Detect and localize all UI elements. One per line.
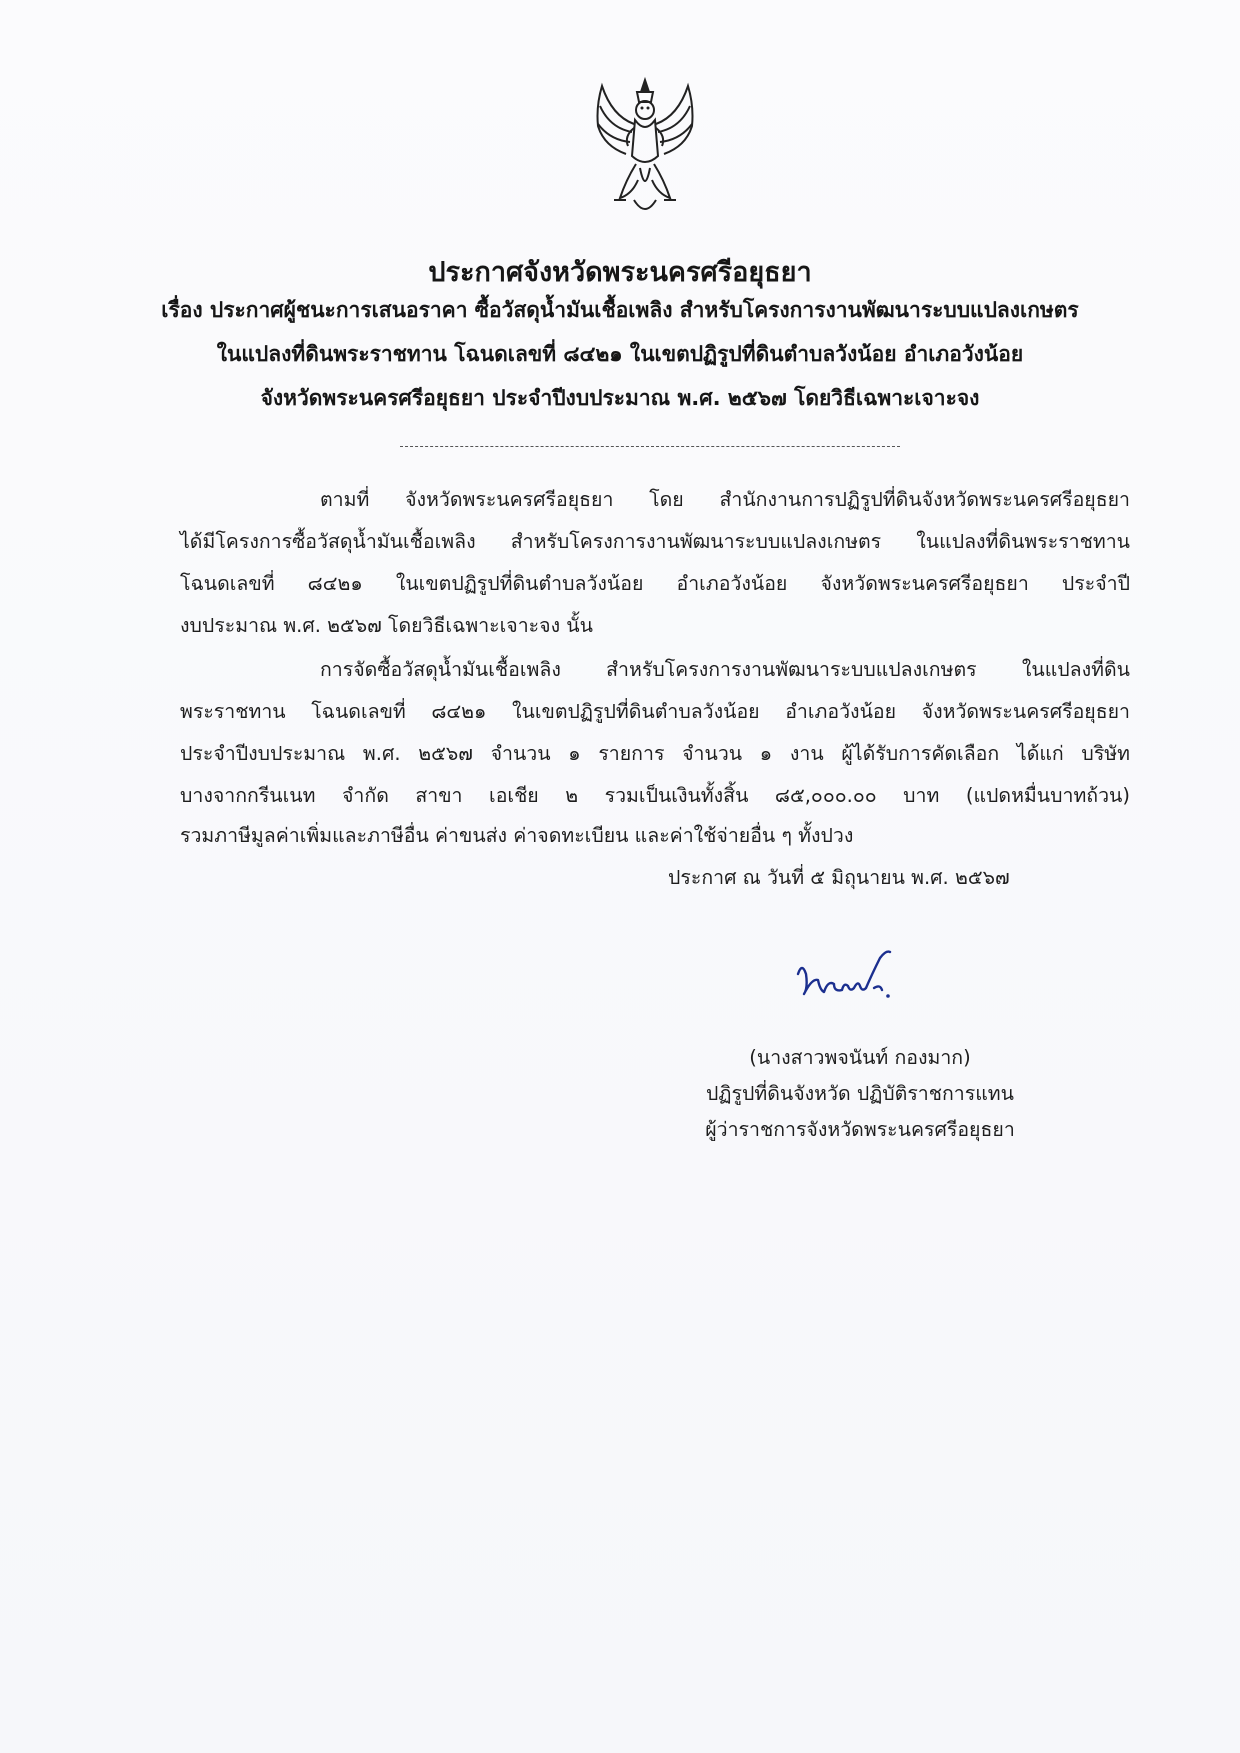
- subject-line-2: ในแปลงที่ดินพระราชทาน โฉนดเลขที่ ๘๔๒๑ ในเขตปฏิรูปที่ดินตำบลวังน้อย อำเภอวังน้อย: [216, 342, 1024, 366]
- separator-line: [400, 446, 900, 447]
- paragraph-2-line-3: ประจำปีงบประมาณ พ.ศ. ๒๕๖๗ จำนวน ๑ รายการ จำนวน ๑ งาน ผู้ได้รับการคัดเลือก ได้แก่ บริษัท: [180, 742, 1130, 765]
- paragraph-1-line-2: ได้มีโครงการซื้อวัสดุน้ำมันเชื้อเพลิง สำหรับโครงการงานพัฒนาระบบแปลงเกษตร ในแปลงที่ดินพระราชทาน: [180, 530, 1130, 553]
- paragraph-2-line-1: การจัดซื้อวัสดุน้ำมันเชื้อเพลิง สำหรับโครงการงานพัฒนาระบบแปลงเกษตร ในแปลงที่ดิน: [320, 658, 1130, 681]
- subject-line-1: เรื่อง ประกาศผู้ชนะการเสนอราคา ซื้อวัสดุน้ำมันเชื้อเพลิง สำหรับโครงการงานพัฒนาระบบแปลงเกษตร: [161, 298, 1079, 322]
- paragraph-2-line-2: พระราชทาน โฉนดเลขที่ ๘๔๒๑ ในเขตปฏิรูปที่ดินตำบลวังน้อย อำเภอวังน้อย จังหวัดพระนครศรีอยุธยา: [180, 700, 1130, 723]
- signatory-name: (นางสาวพจนันท์ กองมาก): [749, 1046, 971, 1069]
- handwritten-signature: [790, 944, 900, 1006]
- subject-line-3: จังหวัดพระนครศรีอยุธยา ประจำปีงบประมาณ พ.ศ. ๒๕๖๗ โดยวิธีเฉพาะเจาะจง: [260, 386, 980, 410]
- garuda-emblem-icon: [590, 76, 700, 221]
- paragraph-1-line-1: ตามที่ จังหวัดพระนครศรีอยุธยา โดย สำนักงานการปฏิรูปที่ดินจังหวัดพระนครศรีอยุธยา: [320, 488, 1130, 511]
- paragraph-1-line-4: งบประมาณ พ.ศ. ๒๕๖๗ โดยวิธีเฉพาะเจาะจง นั้น: [180, 614, 593, 637]
- signatory-authority: ผู้ว่าราชการจังหวัดพระนครศรีอยุธยา: [705, 1118, 1015, 1141]
- paragraph-1-line-3: โฉนดเลขที่ ๘๔๒๑ ในเขตปฏิรูปที่ดินตำบลวังน้อย อำเภอวังน้อย จังหวัดพระนครศรีอยุธยา ประจำปี: [180, 572, 1130, 595]
- paragraph-2-line-5: รวมภาษีมูลค่าเพิ่มและภาษีอื่น ค่าขนส่ง ค่าจดทะเบียน และค่าใช้จ่ายอื่น ๆ ทั้งปวง: [180, 824, 854, 847]
- announcement-date: ประกาศ ณ วันที่ ๕ มิถุนายน พ.ศ. ๒๕๖๗: [668, 866, 1010, 889]
- page-title: ประกาศจังหวัดพระนครศรีอยุธยา: [428, 257, 812, 288]
- paragraph-2-line-4: บางจากกรีนเนท จำกัด สาขา เอเชีย ๒ รวมเป็นเงินทั้งสิ้น ๘๕,๐๐๐.๐๐ บาท (แปดหมื่นบาทถ้วน): [180, 784, 1130, 807]
- signatory-position: ปฏิรูปที่ดินจังหวัด ปฏิบัติราชการแทน: [706, 1082, 1014, 1105]
